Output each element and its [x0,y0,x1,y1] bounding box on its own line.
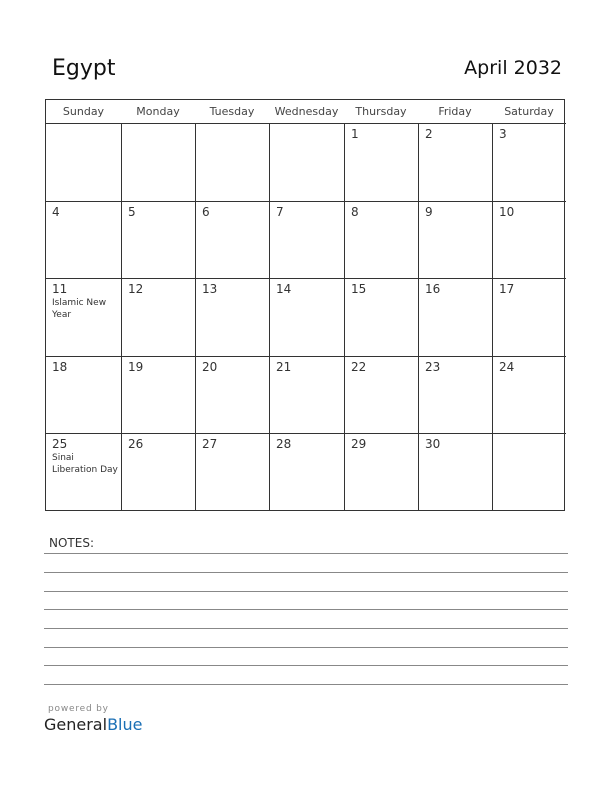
weekday-wednesday: Wednesday [274,105,339,118]
day-cell [492,123,566,201]
day-cell [418,433,492,511]
day-cell [46,356,121,434]
day-cell [195,201,269,279]
day-cell [195,123,269,201]
weekday-header-row [46,100,564,124]
day-cell [269,356,344,434]
day-cell [195,356,269,434]
day-number: 13 [202,282,218,297]
day-cell [121,356,195,434]
holiday-label: Sinai Liberation Day [52,453,118,476]
day-number: 6 [202,204,210,219]
day-number: 11 [52,282,68,297]
day-number: 29 [351,437,367,452]
weekday-sunday: Sunday [62,105,105,118]
note-line [44,572,568,573]
day-cell [195,278,269,356]
day-number: 8 [351,204,359,219]
day-number: 1 [351,127,359,141]
day-number: 21 [276,359,292,374]
day-cell [344,356,418,434]
day-number: 16 [425,282,441,297]
day-number: 3 [499,127,507,141]
note-line [44,628,568,629]
day-cell [492,201,566,279]
day-cell [195,433,269,511]
country-title: Egypt [52,56,116,81]
day-number: 24 [499,359,515,374]
day-cell [46,201,121,279]
note-line [44,684,568,685]
month-title: April 2032 [464,57,562,79]
day-cell [344,433,418,511]
weekday-friday: Friday [438,105,472,118]
day-number: 26 [128,437,144,452]
day-number: 25 [52,437,68,452]
day-number: 10 [499,204,515,219]
weekday-saturday: Saturday [504,105,554,118]
day-number: 7 [276,204,284,219]
day-cell [46,278,121,356]
brand-name [44,715,142,734]
brand-blue: Blue [107,715,143,734]
day-number: 20 [202,359,218,374]
day-cell [492,356,566,434]
holiday-label: Islamic New Year [52,298,107,321]
day-number: 5 [128,204,136,219]
weekday-tuesday: Tuesday [209,105,255,118]
day-number: 22 [351,359,367,374]
day-cell [269,433,344,511]
day-cell [269,278,344,356]
brand-general: General [44,715,108,734]
day-number: 23 [425,359,441,374]
day-number: 17 [499,282,515,297]
day-number: 19 [128,359,144,374]
day-cell [492,278,566,356]
day-cell [46,123,121,201]
day-number: 12 [128,282,144,297]
calendar-grid [45,99,565,511]
day-cell [121,201,195,279]
day-cell [269,201,344,279]
day-number: 4 [52,204,60,219]
note-line [44,553,568,554]
day-cell [418,123,492,201]
day-cell [121,123,195,201]
day-number: 30 [425,437,441,452]
generalblue-logo [44,704,142,734]
day-number: 15 [351,282,367,297]
day-cell [344,123,418,201]
note-line [44,665,568,666]
day-cell [418,356,492,434]
day-cell [121,433,195,511]
day-cell [492,433,566,511]
day-number: 2 [425,127,433,141]
day-number: 14 [276,282,292,297]
note-line [44,609,568,610]
day-number: 9 [425,204,433,219]
day-cell [269,123,344,201]
day-number: 28 [276,437,292,452]
notes-label: NOTES: [49,536,94,550]
day-number: 18 [52,359,68,374]
day-cell [46,433,121,511]
weekday-monday: Monday [136,105,180,118]
day-cell [121,278,195,356]
powered-by-text: powered by [48,704,109,714]
day-cell [344,201,418,279]
note-line [44,647,568,648]
day-number: 27 [202,437,218,452]
note-line [44,591,568,592]
day-cell [344,278,418,356]
day-cell [418,278,492,356]
day-cell [418,201,492,279]
weekday-thursday: Thursday [355,105,407,118]
